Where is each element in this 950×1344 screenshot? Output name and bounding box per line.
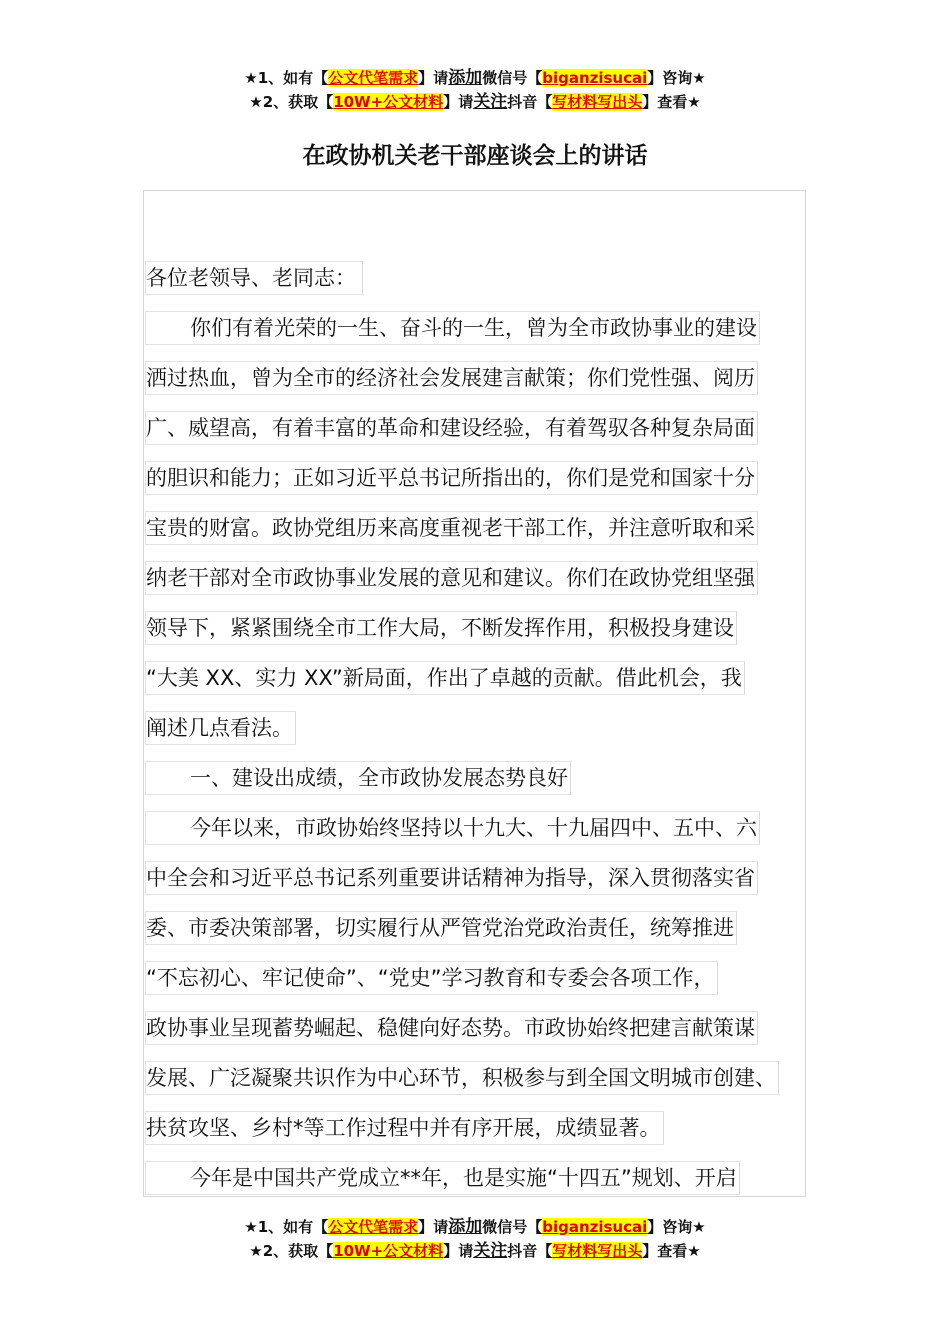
banner-line-2 — [0, 1239, 950, 1263]
body-line — [145, 458, 845, 508]
line-text: 扶贫攻坚、乡村*等工作过程中并有序开展，成绩显著。 — [145, 1111, 664, 1145]
line-text: “不忘初心、牢记使命”、“党史”学习教育和专委会各项工作， — [145, 961, 718, 995]
banner-highlight: 写材料写出头 — [552, 93, 643, 111]
header-banner — [0, 66, 950, 114]
banner-highlight: biganzisucai — [542, 69, 648, 87]
banner-emphasis: 关注 — [473, 1241, 508, 1261]
banner-text: 】请 — [443, 1242, 474, 1260]
body-line — [145, 858, 845, 908]
line-text: 纳老干部对全市政协事业发展的意见和建议。你们在政协党组坚强 — [145, 561, 758, 595]
document-body — [145, 258, 845, 1208]
banner-highlight: biganzisucai — [542, 1218, 648, 1236]
line-text: 一、建设出成绩，全市政协发展态势良好 — [145, 761, 571, 795]
line-text: 阐述几点看法。 — [145, 711, 296, 745]
body-line — [145, 608, 845, 658]
body-line — [145, 658, 845, 708]
banner-text: ★2、获取【 — [249, 93, 334, 111]
body-line — [145, 258, 845, 308]
footer-banner — [0, 1215, 950, 1263]
body-line — [145, 508, 845, 558]
body-line — [145, 908, 845, 958]
banner-highlight: 公文代笔需求 — [328, 1218, 419, 1236]
body-line — [145, 358, 845, 408]
banner-text: 】查看★ — [642, 1242, 701, 1260]
banner-highlight: 10W+公文材料 — [333, 1242, 444, 1260]
banner-highlight: 10W+公文材料 — [333, 93, 444, 111]
banner-text: 微信号【 — [482, 69, 543, 87]
body-line — [145, 708, 845, 758]
body-line — [145, 1058, 845, 1108]
banner-text: 】请 — [418, 69, 449, 87]
banner-text: ★2、获取【 — [249, 1242, 334, 1260]
line-text: 广、威望高，有着丰富的革命和建设经验，有着驾驭各种复杂局面 — [145, 411, 758, 445]
banner-text: ★1、如有【 — [244, 1218, 329, 1236]
line-text: 的胆识和能力；正如习近平总书记所指出的，你们是党和国家十分 — [145, 461, 758, 495]
line-text: 各位老领导、老同志： — [145, 261, 363, 295]
line-text: 今年以来，市政协始终坚持以十九大、十九届四中、五中、六 — [145, 811, 760, 845]
line-text: 委、市委决策部署，切实履行从严管党治党政治责任，统筹推进 — [145, 911, 737, 945]
body-line — [145, 808, 845, 858]
body-line — [145, 408, 845, 458]
banner-emphasis: 关注 — [473, 92, 508, 112]
banner-text: ★1、如有【 — [244, 69, 329, 87]
line-text: 你们有着光荣的一生、奋斗的一生，曾为全市政协事业的建设 — [145, 311, 760, 345]
banner-text: 】请 — [443, 93, 474, 111]
banner-text: 】查看★ — [642, 93, 701, 111]
banner-text: 抖音【 — [507, 1242, 553, 1260]
line-text: 今年是中国共产党成立**年，也是实施“十四五”规划、开启 — [145, 1161, 740, 1195]
body-line — [145, 1158, 845, 1208]
body-line — [145, 308, 845, 358]
line-text: “大美 XX、实力 XX”新局面，作出了卓越的贡献。借此机会，我 — [145, 661, 745, 695]
body-line — [145, 1008, 845, 1058]
line-text: 洒过热血，曾为全市的经济社会发展建言献策；你们党性强、阅历 — [145, 361, 758, 395]
line-text: 政协事业呈现蓄势崛起、稳健向好态势。市政协始终把建言献策谋 — [145, 1011, 758, 1045]
banner-line-1 — [0, 1215, 950, 1239]
banner-emphasis: 添加 — [448, 1217, 483, 1237]
line-text: 中全会和习近平总书记系列重要讲话精神为指导，深入贯彻落实省 — [145, 861, 758, 895]
section-heading — [145, 758, 845, 808]
banner-emphasis: 添加 — [448, 68, 483, 88]
banner-line-2 — [0, 90, 950, 114]
line-text: 宝贵的财富。政协党组历来高度重视老干部工作，并注意听取和采 — [145, 511, 758, 545]
banner-text: 抖音【 — [507, 93, 553, 111]
banner-highlight: 写材料写出头 — [552, 1242, 643, 1260]
banner-text: 微信号【 — [482, 1218, 543, 1236]
banner-highlight: 公文代笔需求 — [328, 69, 419, 87]
line-text: 领导下，紧紧围绕全市工作大局，不断发挥作用，积极投身建设 — [145, 611, 737, 645]
document-title: 在政协机关老干部座谈会上的讲话 — [302, 143, 648, 169]
body-line — [145, 958, 845, 1008]
body-line — [145, 558, 845, 608]
banner-text: 】咨询★ — [647, 1218, 706, 1236]
body-line — [145, 1108, 845, 1158]
line-text: 发展、广泛凝聚共识作为中心环节，积极参与到全国文明城市创建、 — [145, 1061, 779, 1095]
banner-line-1 — [0, 66, 950, 90]
banner-text: 】咨询★ — [647, 69, 706, 87]
banner-text: 】请 — [418, 1218, 449, 1236]
